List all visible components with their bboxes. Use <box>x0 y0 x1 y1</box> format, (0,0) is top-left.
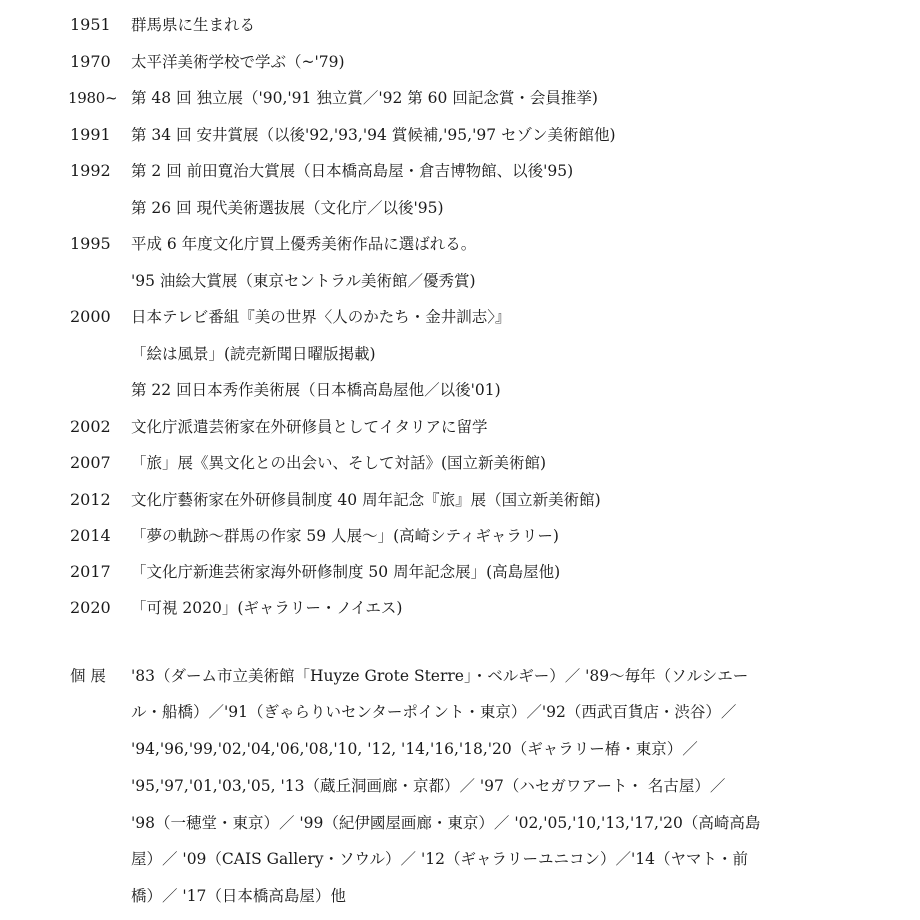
timeline-event: 日本テレビ番組『美の世界〈人のかたち・金井訓志〉』 <box>131 308 511 326</box>
timeline-year: 1992 <box>70 161 111 180</box>
timeline-year: 1980~ <box>68 89 118 107</box>
timeline-event: 文化庁藝術家在外研修員制度 40 周年記念『旅』展（国立新美術館) <box>131 491 601 509</box>
timeline-event: 第 22 回日本秀作美術展（日本橋高島屋他／以後'01) <box>131 381 501 399</box>
solo-exhibitions-line: '98（一穂堂・東京）／ '99（紀伊國屋画廊・東京）／ '02,'05,'10,'13,'17,'20（高崎高島 <box>131 814 761 832</box>
timeline-year: 2012 <box>70 490 111 509</box>
solo-exhibitions-line: '83（ダーム市立美術館「Huyze Grote Sterre」・ベルギー）／ '89～毎年（ソルシエー <box>131 667 749 685</box>
solo-exhibitions-line: '95,'97,'01,'03,'05, '13（蔵丘洞画廊・京都）／ '97（ハセガワアート・ 名古屋）／ <box>131 777 726 795</box>
timeline-event: 第 2 回 前田寛治大賞展（日本橋高島屋・倉吉博物館、以後'95) <box>131 162 574 180</box>
timeline-year: 2000 <box>70 307 111 326</box>
timeline-year: 1970 <box>70 52 111 71</box>
timeline-event: 文化庁派遣芸術家在外研修員としてイタリアに留学 <box>131 418 488 436</box>
timeline-year: 1951 <box>70 15 111 34</box>
timeline-year: 2017 <box>70 562 111 581</box>
timeline-event: 太平洋美術学校で学ぶ（~'79) <box>131 53 345 71</box>
timeline-year: 2007 <box>70 453 111 472</box>
timeline-event: 第 34 回 安井賞展（以後'92,'93,'94 賞候補,'95,'97 セゾン美術館他) <box>131 126 616 144</box>
timeline-year: 2002 <box>70 417 111 436</box>
timeline-event: 「夢の軌跡～群馬の作家 59 人展～」(高崎シティギャラリー) <box>131 527 559 545</box>
timeline-event: 「文化庁新進芸術家海外研修制度 50 周年記念展」(高島屋他) <box>131 563 561 581</box>
timeline-event: 「可視 2020」(ギャラリー・ノイエス) <box>131 599 403 617</box>
timeline-event: 「絵は風景」(読売新聞日曜版掲載) <box>131 345 376 363</box>
timeline-year: 2014 <box>70 526 111 545</box>
timeline-event: 第 26 回 現代美術選抜展（文化庁／以後'95) <box>131 199 444 217</box>
solo-exhibitions-label: 個 展 <box>70 667 106 685</box>
solo-exhibitions-line: ル・船橋）／'91（ぎゃらりいセンターポイント・東京）／'92（西武百貨店・渋谷）／ <box>131 703 737 721</box>
timeline-year: 1995 <box>70 234 111 253</box>
timeline-year: 2020 <box>70 598 111 617</box>
timeline-event: 群馬県に生まれる <box>131 16 256 34</box>
timeline-event: 「旅」展《異文化との出会い、そして対話》(国立新美術館) <box>131 454 547 472</box>
timeline-year: 1991 <box>70 125 111 144</box>
solo-exhibitions-line: 屋）／ '09（CAIS Gallery・ソウル）／ '12（ギャラリーユニコン）／'14（ヤマト・前 <box>131 850 748 868</box>
solo-exhibitions-line: 橋）／ '17（日本橋高島屋）他 <box>131 887 346 905</box>
timeline-event: '95 油絵大賞展（東京セントラル美術館／優秀賞) <box>131 272 476 290</box>
timeline-event: 第 48 回 独立展（'90,'91 独立賞／'92 第 60 回記念賞・会員推挙) <box>131 89 598 107</box>
solo-exhibitions-line: '94,'96,'99,'02,'04,'06,'08,'10, '12, '14,'16,'18,'20（ギャラリー椿・東京）／ <box>131 740 698 758</box>
timeline-event: 平成 6 年度文化庁買上優秀美術作品に選ばれる。 <box>131 235 477 253</box>
